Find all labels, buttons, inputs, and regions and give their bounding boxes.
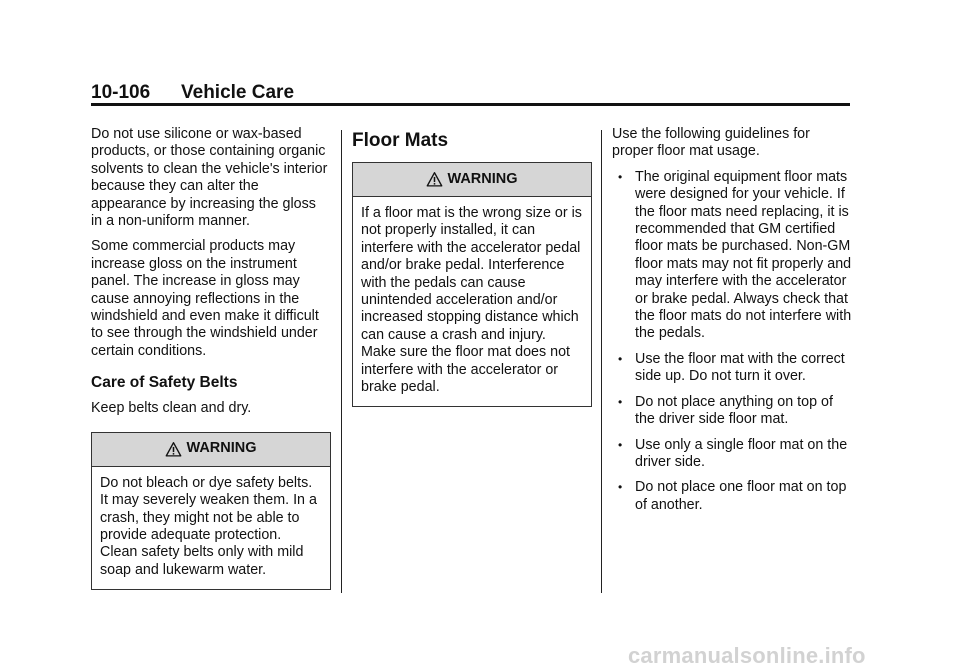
warning-body: If a floor mat is the wrong size or is not properly installed, it can interfere with the accelerator pedal and/or brake pedal. Interference with the pedals can cause unintended acceleration and/or increased stopping distance which can cause a crash and injury. Make sure the floor mat does not interfere with the accelerator or brake pedal. xyxy=(361,205,582,396)
paragraph-gloss: Some commercial products may increase gloss on the instrument panel. The increase in gloss may cause annoying reflections in the windshield and even make it difficult to see through the windshield under certain conditions. xyxy=(91,238,319,359)
bullet-dot-icon: • xyxy=(618,437,623,452)
paragraph-silicone: Do not use silicone or wax-based products, or those containing organic solvents to clean the vehicle's interior because they can alter the appearance by increasing the gloss in a non-uniform manner. xyxy=(91,126,328,230)
warning-body: Do not bleach or dye safety belts. It may severely weaken them. In a crash, they might not be able to provide adequate protection. Clean safety belts only with mild soap and lukewarm water. xyxy=(100,474,317,578)
list-item: • Use only a single floor mat on the driver side. xyxy=(618,436,848,470)
section-title: Vehicle Care xyxy=(181,82,295,103)
warning-box-floor-mats xyxy=(352,162,592,407)
warning-title: WARNING xyxy=(447,170,518,187)
column-divider-right xyxy=(601,130,602,593)
bullet-dot-icon: • xyxy=(618,480,623,495)
guideline-list xyxy=(612,169,852,514)
column-left xyxy=(91,126,331,590)
paragraph-guidelines: Use the following guidelines for proper floor mat usage. xyxy=(612,126,810,160)
warning-title: WARNING xyxy=(186,440,257,457)
column-middle xyxy=(352,130,592,407)
watermark: carmanualsonline.info xyxy=(628,643,866,668)
subheading-safety-belts: Care of Safety Belts xyxy=(91,374,238,392)
list-item: • Use the floor mat with the correct side up. Do not turn it over. xyxy=(618,350,845,385)
list-item: • Do not place one floor mat on top of another. xyxy=(618,479,847,513)
warning-triangle-icon xyxy=(165,441,182,458)
bullet-dot-icon: • xyxy=(618,394,623,409)
column-right xyxy=(612,126,852,522)
bullet-dot-icon: • xyxy=(618,351,623,366)
header-rule xyxy=(91,103,850,106)
paragraph-belts: Keep belts clean and dry. xyxy=(91,400,252,417)
page-number: 10-106 xyxy=(91,82,151,103)
heading-floor-mats: Floor Mats xyxy=(352,130,449,151)
warning-header xyxy=(353,163,591,197)
warning-box-belts xyxy=(91,432,331,590)
list-item: • The original equipment floor mats were designed for your vehicle. If the floor mats need replacing, it is recommended that GM certified floor mats be purchased. Non-GM floor mats may not fit properly and may interfere with the accelerator or brake pedal. Always check that the floor mats do not interfere with the pedals. xyxy=(618,168,852,342)
list-item: • Do not place anything on top of the driver side floor mat. xyxy=(618,393,833,428)
bullet-dot-icon: • xyxy=(618,169,623,184)
warning-triangle-icon xyxy=(426,171,443,188)
column-divider-left xyxy=(341,130,342,593)
warning-header xyxy=(92,433,330,467)
